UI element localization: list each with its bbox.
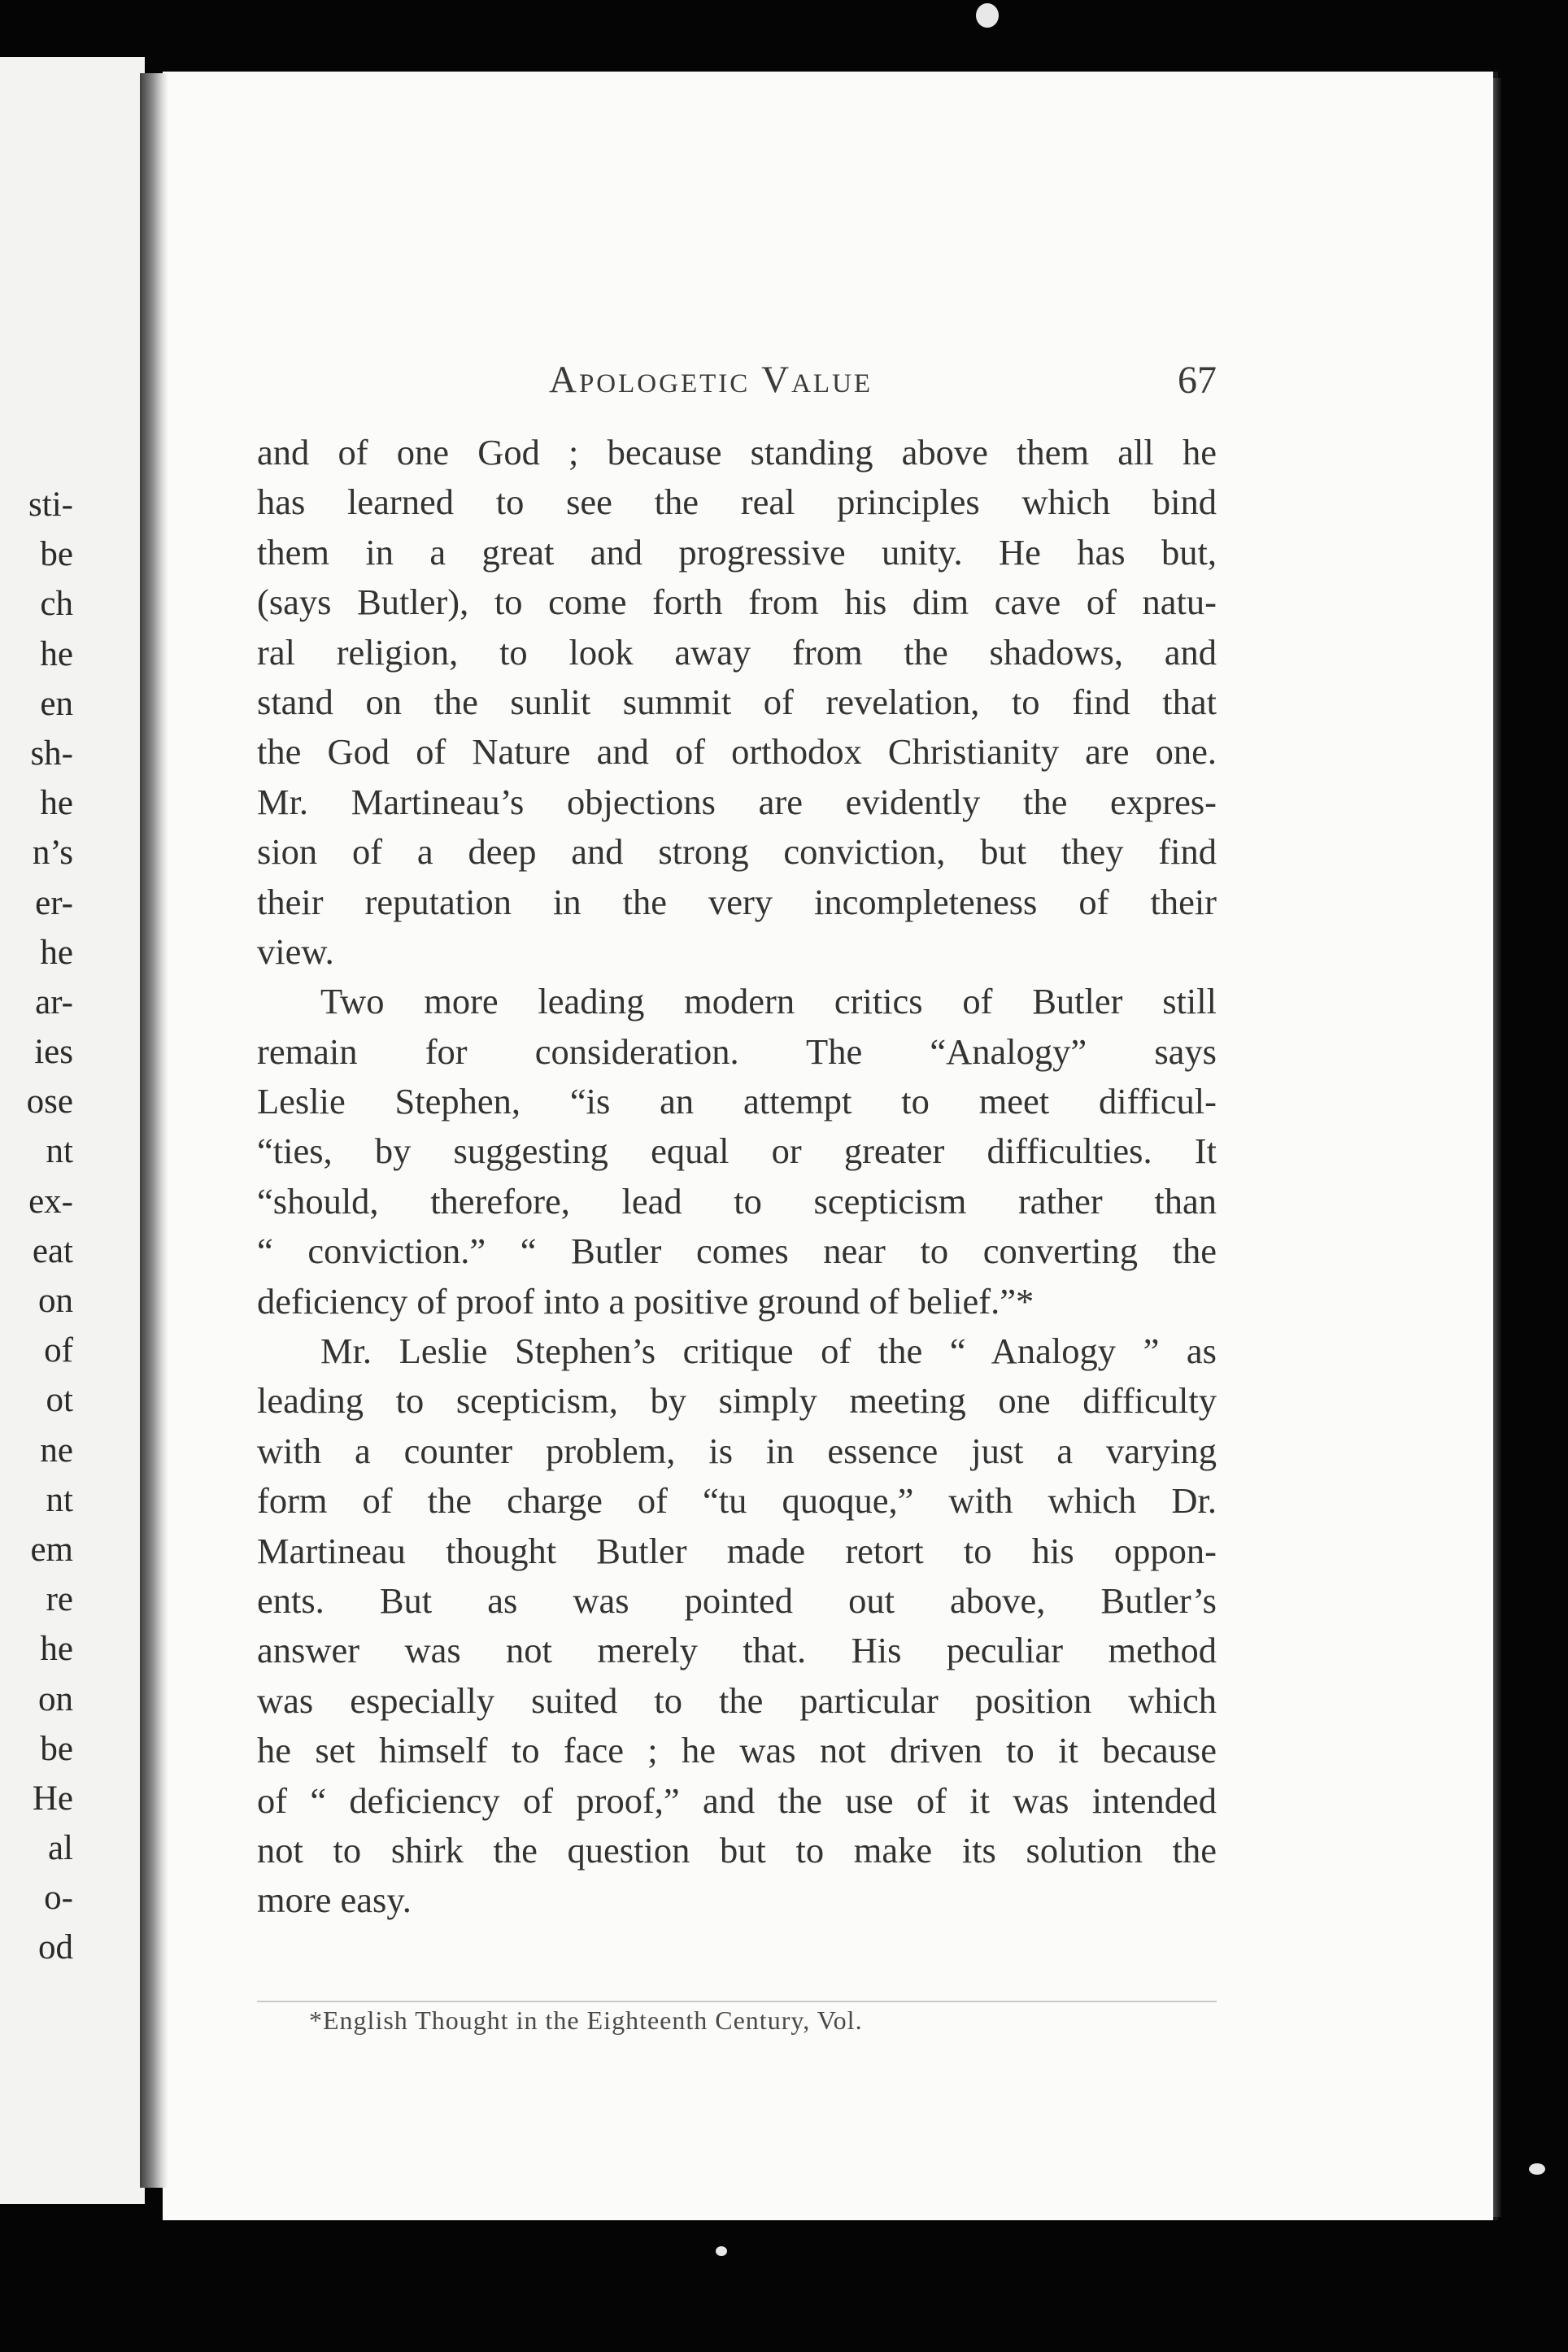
dust-speck [716, 2246, 727, 2256]
facing-page-fragment: al [47, 1829, 73, 1868]
facing-page-fragment: of [44, 1331, 73, 1370]
facing-page-fragment: en [40, 684, 73, 723]
facing-page-fragment: ex- [28, 1182, 73, 1221]
facing-page-fragment: on [38, 1282, 73, 1320]
facing-page-fragment: ar- [35, 982, 73, 1021]
text-line: “ conviction.” “ Butler comes near to converting the [257, 1230, 1217, 1272]
facing-page-fragment: er- [35, 883, 73, 922]
text-line: more easy. [257, 1879, 412, 1921]
text-line: “ties, by suggesting equal or greater difficulties. It [257, 1130, 1217, 1172]
text-line: them in a great and progressive unity. He has but, [257, 531, 1217, 573]
facing-page-fragment: He [32, 1779, 73, 1818]
facing-page [0, 57, 145, 2204]
text-line: answer was not merely that. His peculiar method [257, 1630, 1217, 1671]
body-text [257, 428, 1217, 1926]
facing-page-fragment: ose [26, 1082, 73, 1122]
text-line: remain for consideration. The “Analogy” says [257, 1030, 1217, 1072]
facing-page-fragment: be [40, 1729, 73, 1768]
text-line: has learned to see the real principles which bind [257, 481, 1217, 523]
text-line: of “ deficiency of proof,” and the use of it was intended [257, 1779, 1217, 1821]
facing-page-fragment: sh- [30, 734, 73, 773]
facing-page-fragment: nt [46, 1132, 73, 1171]
facing-page-fragment: n’s [32, 834, 73, 873]
text-line: their reputation in the very incompleteness of their [257, 881, 1217, 922]
footnote: *English Thought in the Eighteenth Century, Vol. [309, 2006, 863, 2035]
running-head-title: Apologetic Value [549, 359, 873, 401]
text-line: view. [257, 930, 334, 972]
facing-page-fragment: nt [46, 1480, 73, 1519]
page-edge [1493, 78, 1501, 2217]
facing-page-fragment: re [46, 1580, 73, 1619]
text-line: sion of a deep and strong conviction, but they find [257, 831, 1217, 873]
footnote-rule [257, 2001, 1217, 2002]
text-line: he set himself to face ; he was not driven to it because [257, 1730, 1217, 1771]
text-line: Mr. Leslie Stephen’s critique of the “ Analogy ” as [320, 1331, 1217, 1372]
facing-page-fragment: ne [40, 1431, 73, 1470]
text-line: (says Butler), to come forth from his dim cave of natu- [257, 581, 1217, 623]
text-line: Leslie Stephen, “is an attempt to meet difficul- [257, 1081, 1217, 1122]
text-line: and of one God ; because standing above them all he [257, 432, 1217, 473]
facing-page-fragment: ies [34, 1033, 73, 1072]
facing-page-text-fragments [0, 480, 73, 1973]
text-line: was especially suited to the particular position which [257, 1679, 1217, 1721]
facing-page-fragment: he [40, 1630, 73, 1669]
text-line: stand on the sunlit summit of revelation, to find that [257, 681, 1217, 722]
text-line: leading to scepticism, by simply meeting one difficulty [257, 1380, 1217, 1422]
text-line: Mr. Martineau’s objections are evidently the expres- [257, 781, 1217, 822]
dust-speck [976, 3, 999, 28]
page-number: 67 [1178, 359, 1217, 402]
facing-page-fragment: he [40, 784, 73, 823]
text-line: not to shirk the question but to make its solution the [257, 1829, 1217, 1871]
text-line: Martineau thought Butler made retort to his oppon- [257, 1530, 1217, 1571]
facing-page-fragment: on [38, 1679, 73, 1718]
facing-page-fragment: eat [32, 1231, 73, 1270]
text-line: “should, therefore, lead to scepticism rather than [257, 1180, 1217, 1222]
text-line: ents. But as was pointed out above, Butler’s [257, 1579, 1217, 1621]
facing-page-fragment: o- [44, 1879, 73, 1918]
text-line: with a counter problem, is in essence just a varying [257, 1430, 1217, 1471]
page-gutter-shadow [140, 73, 168, 2188]
text-line: ral religion, to look away from the shadows, and [257, 631, 1217, 673]
facing-page-fragment: ot [46, 1381, 73, 1420]
dust-speck [1529, 2163, 1545, 2175]
text-line: form of the charge of “tu quoque,” with which Dr. [257, 1480, 1217, 1522]
text-line: Two more leading modern critics of Butler still [320, 981, 1217, 1022]
facing-page-fragment: od [38, 1928, 73, 1967]
text-line: the God of Nature and of orthodox Christianity are one. [257, 731, 1217, 773]
facing-page-fragment: em [30, 1530, 73, 1569]
text-line: deficiency of proof into a positive ground of belief.”* [257, 1280, 1034, 1322]
facing-page-fragment: he [40, 933, 73, 972]
book-page [163, 72, 1493, 2220]
running-head [163, 358, 1217, 415]
facing-page-fragment: sti- [28, 486, 73, 524]
facing-page-fragment: ch [40, 585, 73, 624]
facing-page-fragment: he [40, 634, 73, 673]
facing-page-fragment: be [40, 535, 73, 574]
